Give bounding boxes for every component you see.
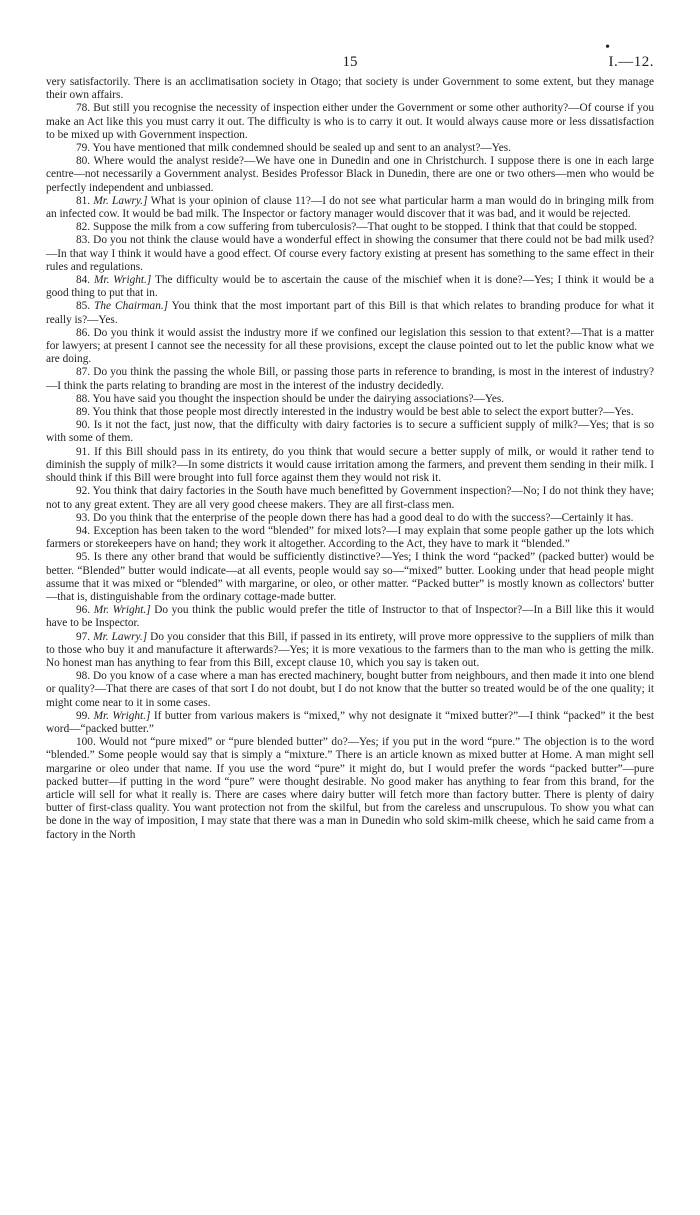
paragraph-text: Do you consider that this Bill, if passed in its entirety, will prove more oppressive to the suppliers of milk than to those who buy it and manufacture it afterwards?—Yes; it is more vexatious to the farmers than to the man who is getting the milk. No honest man has anything to fear from this Bill, except clause 10, which you say is taken out. [46,630,655,669]
question-number: 93. [76,511,91,524]
paragraph-text: Do you think that the enterprise of the people down there has had a good deal to do with the success?—Certainly it has. [92,511,634,524]
paragraph-text: The difficulty would be to ascertain the cause of the mischief when it is done?—Yes; I think it would be a good thing to put that in. [46,274,655,300]
question-paragraph [46,221,654,234]
paragraph-text: What is your opinion of clause 11?—I do not see what particular harm a man would do in bringing milk from an infected cow. It would be bad milk. The Inspector or factory manager would discover that it was bad, and it would be rejected. [46,194,654,221]
question-number: 86. [76,326,91,339]
question-number: 97. [76,630,91,643]
paragraph-text: You think that the most important part of this Bill is that which relates to branding produce for what it really is?—Yes. [46,300,654,326]
paragraph-text: You think that dairy factories in the South have much benefitted by Government inspection?—No; I do not think they have; not to any great extent. They are all very good cheese makers. They are all first-class men. [46,485,654,511]
paragraph-text: Do you know of a case where a man has erected machinery, bought butter from neighbours, and then made it into one blend or quality?—That there are cases of that sort I do not doubt, but I do not know that the butter so treated would be of the one quality; it might come near to it in some cases. [46,670,654,709]
document-page [46,40,655,842]
question-paragraph [46,446,654,486]
question-paragraph [46,76,654,102]
paragraph-text: If this Bill should pass in its entirety, do you think that would secure a better supply of milk, or would it rather tend to diminish the supply of milk?—In some districts it would cause irritation among the farmers, and prevent them sending in their milk. I should think if this Bill were brought into full force against them they would not risk it. [46,445,655,485]
question-number: 88. [76,392,91,405]
paragraph-text: Exception has been taken to the word “blended” for mixed lots?—I may explain that some people gather up the lots which farmers or storekeepers have on hand; they work it altogether. According to the Act, they have to mark it “blended.” [46,524,655,551]
question-number: 90. [76,419,91,432]
speaker-name: Mr. Wright.] [93,604,151,617]
paragraph-text: very satisfactorily. There is an acclimatisation society in Otago; that society is under Government to some extent, but they manage their own affairs. [46,76,654,102]
question-paragraph [46,234,654,274]
paragraph-text: Is there any other brand that would be sufficiently distinctive?—Yes; I think the word “packed” (packed butter) would be better. “Blended” butter would indicate—at all events, people would say so—“mixed” butter. Looking under that head people might assume that it was mixed or “blended” with margarine, or oleo, or other matter. “Packed butter” is mostly known as collectors' butter—that is, distinguishable from the ordinary cottage-made butter. [46,551,654,603]
question-paragraph [46,710,654,736]
question-paragraph [46,274,654,300]
margin-dot: • [605,40,610,55]
question-paragraph [46,102,654,142]
question-paragraph [46,670,654,710]
question-paragraph [46,366,654,392]
question-number: 91. [76,445,91,458]
speaker-name: Mr. Lawry.] [93,194,148,207]
question-paragraph [46,512,654,525]
page-header [46,40,654,76]
question-paragraph [46,551,654,604]
question-paragraph [46,300,654,326]
question-number: 80. [76,155,91,168]
question-paragraph [46,631,654,671]
paragraph-text: Do you not think the clause would have a wonderful effect in showing the consumer that there could not be bad milk used?—In that way I think it would have a good effect. Of course every factory existing at present has something to the same effect in their rules and regulations. [46,234,654,273]
speaker-name: The Chairman.] [94,300,169,313]
question-number: 92. [76,485,91,498]
paragraph-text: You think that those people most directly interested in the industry would be best able to select the export butter?—Yes. [92,406,634,419]
question-number: 98. [76,670,91,683]
paragraph-text: Would not “pure mixed” or “pure blended butter” do?—Yes; if you put in the word “pure.” The objection is to the word “blended.” Some people would say that is simply a “mixture.” There is an article known as mixed butter at Home. A man might sell margarine or oleo under that name. If you use the word “pure” it might do, but I would prefer the words “packed butter”—pure packed butter—if putting in the word “pure” were thought desirable. No good maker has anything to fear from this brand, for the article will sell for what it really is. There are cases where dairy butter will fetch more than factory butter. There is plenty of dairy butter of first-class quality. You want protection not from the skilful, but from the careless and unscrupulous. To show you what can be done in the way of imposition, I may state that there was a man in Dunedin who sold skim-milk cheese, which he said came from a factory in the North [46,736,654,841]
paragraph-text: Where would the analyst reside?—We have one in Dunedin and one in Christchurch. I suppose there is one in each large centre—not necessarily a Government analyst. Besides Professor Black in Dunedin, there are one or two others—men who would be perfectly independent and unbiassed. [46,155,654,194]
question-number: 82. [76,221,91,234]
page-number: 15 [342,54,358,70]
paragraph-text: Suppose the milk from a cow suffering from tuberculosis?—That ought to be stopped. I think that that could be stopped. [92,221,638,234]
question-paragraph [46,155,654,195]
question-number: 79. [76,142,91,155]
question-number: 95. [76,551,91,564]
question-number: 85. [76,300,91,313]
question-number: 84. [76,274,91,287]
paragraph-text: You have mentioned that milk condemned should be sealed up and sent to an analyst?—Yes. [92,142,511,155]
paragraph-text: Do you think it would assist the industry more if we confined our legislation this session to that extent?—That is a matter for lawyers; at present I cannot see the necessity for all these provisions, except the clause pointed out to let the public know what we are doing. [46,326,655,366]
question-paragraph [46,604,654,630]
paragraph-text: Do you think the passing the whole Bill, or passing those parts in reference to branding, is most in the interest of industry?—I think the parts relating to branding are most in the interest of the industry decidedly. [46,366,654,392]
paragraph-text: But still you recognise the necessity of inspection either under the Government or some other authority?—Of course if you make an Act like this you must carry it out. The difficulty is who is to carry it out. It would always cause more or less dissatisfaction to be mixed up with Government inspection. [46,102,655,141]
question-paragraph [46,195,654,221]
question-number: 96. [76,604,91,617]
paragraph-text: Is it not the fact, just now, that the difficulty with dairy factories is to secure a sufficient supply of milk?—Yes; that is so with some of them. [46,419,655,445]
question-paragraph [46,142,654,155]
question-number: 87. [76,366,91,379]
question-number: 83. [76,234,91,247]
evidence-text [46,76,654,842]
question-number: 94. [76,524,91,537]
question-number: 99. [76,709,91,722]
paragraph-text: Do you think the public would prefer the title of Instructor to that of Inspector?—In a Bill like this it would have to be Inspector. [46,604,655,630]
question-number: 81. [76,194,91,207]
paragraph-text: You have said you thought the inspection should be under the dairying associations?—Yes. [92,392,505,405]
question-paragraph [46,485,654,511]
paragraph-text: If butter from various makers is “mixed,” why not designate it “mixed butter?”—I think “packed” it the best word—“packed butter.” [46,709,655,735]
question-number: 89. [76,406,91,419]
question-paragraph [46,736,654,842]
question-paragraph [46,525,654,551]
question-paragraph [46,406,654,419]
speaker-name: Mr. Wright.] [93,709,151,722]
question-number: 78. [76,102,91,115]
question-paragraph [46,419,654,445]
speaker-name: Mr. Lawry.] [93,630,148,643]
question-paragraph [46,393,654,406]
speaker-name: Mr. Wright.] [94,274,152,287]
question-number: 100. [76,736,96,749]
document-reference: I.—12. [608,54,654,70]
question-paragraph [46,327,654,367]
